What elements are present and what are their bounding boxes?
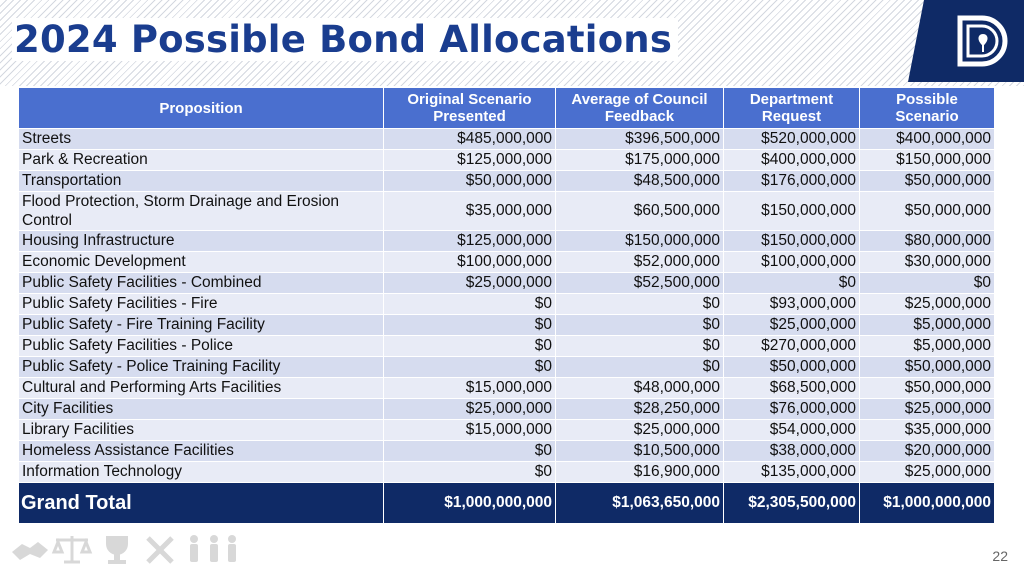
cell-council-feedback: $28,250,000 [556, 399, 724, 420]
cell-department-request: $150,000,000 [724, 231, 860, 252]
cell-proposition-name: Homeless Assistance Facilities [19, 441, 384, 462]
cell-council-feedback: $150,000,000 [556, 231, 724, 252]
cell-department-request: $135,000,000 [724, 462, 860, 483]
cell-proposition-name: Public Safety - Fire Training Facility [19, 315, 384, 336]
table-row [19, 273, 995, 294]
cell-department-request: $54,000,000 [724, 420, 860, 441]
grand-total-label: Grand Total [19, 483, 384, 524]
cell-proposition-name: Public Safety Facilities - Combined [19, 273, 384, 294]
cell-council-feedback: $60,500,000 [556, 192, 724, 231]
table-row [19, 252, 995, 273]
cell-proposition-name: Public Safety - Police Training Facility [19, 357, 384, 378]
cell-department-request: $400,000,000 [724, 150, 860, 171]
total-original-scenario: $1,000,000,000 [384, 483, 556, 524]
cell-possible-scenario: $50,000,000 [860, 171, 995, 192]
city-logo [924, 0, 1024, 82]
total-possible-scenario: $1,000,000,000 [860, 483, 995, 524]
cell-council-feedback: $175,000,000 [556, 150, 724, 171]
cell-council-feedback: $25,000,000 [556, 420, 724, 441]
cell-possible-scenario: $20,000,000 [860, 441, 995, 462]
table-row [19, 129, 995, 150]
column-header-department-request: Department Request [724, 88, 860, 129]
total-department-request: $2,305,500,000 [724, 483, 860, 524]
table-row [19, 150, 995, 171]
total-council-feedback: $1,063,650,000 [556, 483, 724, 524]
scales-icon [54, 536, 90, 562]
cell-proposition-name: Transportation [19, 171, 384, 192]
grand-total-row [19, 483, 995, 524]
cell-possible-scenario: $35,000,000 [860, 420, 995, 441]
cell-department-request: $270,000,000 [724, 336, 860, 357]
cell-council-feedback: $52,500,000 [556, 273, 724, 294]
cell-department-request: $520,000,000 [724, 129, 860, 150]
cell-proposition-name: Streets [19, 129, 384, 150]
cell-possible-scenario: $0 [860, 273, 995, 294]
cell-original-scenario: $100,000,000 [384, 252, 556, 273]
cell-possible-scenario: $25,000,000 [860, 462, 995, 483]
table-row [19, 357, 995, 378]
cell-original-scenario: $0 [384, 462, 556, 483]
cell-council-feedback: $396,500,000 [556, 129, 724, 150]
cell-department-request: $38,000,000 [724, 441, 860, 462]
cell-department-request: $93,000,000 [724, 294, 860, 315]
cell-council-feedback: $0 [556, 294, 724, 315]
cell-possible-scenario: $25,000,000 [860, 399, 995, 420]
cell-possible-scenario: $30,000,000 [860, 252, 995, 273]
cell-council-feedback: $48,000,000 [556, 378, 724, 399]
cell-possible-scenario: $5,000,000 [860, 315, 995, 336]
cell-proposition-name: Public Safety Facilities - Police [19, 336, 384, 357]
page-number: 22 [992, 548, 1008, 564]
cell-original-scenario: $0 [384, 441, 556, 462]
cell-original-scenario: $485,000,000 [384, 129, 556, 150]
cell-proposition-name: Cultural and Performing Arts Facilities [19, 378, 384, 399]
cell-original-scenario: $25,000,000 [384, 399, 556, 420]
cell-council-feedback: $10,500,000 [556, 441, 724, 462]
cell-council-feedback: $0 [556, 357, 724, 378]
cell-possible-scenario: $50,000,000 [860, 378, 995, 399]
table-header-row [19, 88, 995, 129]
cell-possible-scenario: $80,000,000 [860, 231, 995, 252]
column-header-original-scenario: Original Scenario Presented [384, 88, 556, 129]
cell-proposition-name: Housing Infrastructure [19, 231, 384, 252]
cell-original-scenario: $15,000,000 [384, 378, 556, 399]
cell-department-request: $68,500,000 [724, 378, 860, 399]
table-row [19, 231, 995, 252]
cell-proposition-name: Library Facilities [19, 420, 384, 441]
handshake-icon [12, 542, 48, 560]
cell-original-scenario: $0 [384, 315, 556, 336]
table-row [19, 336, 995, 357]
cell-original-scenario: $0 [384, 357, 556, 378]
cell-council-feedback: $48,500,000 [556, 171, 724, 192]
trophy-icon [106, 536, 128, 564]
cell-original-scenario: $25,000,000 [384, 273, 556, 294]
cell-original-scenario: $0 [384, 294, 556, 315]
cell-department-request: $76,000,000 [724, 399, 860, 420]
cell-council-feedback: $52,000,000 [556, 252, 724, 273]
cell-department-request: $50,000,000 [724, 357, 860, 378]
city-logo-icon [954, 12, 1012, 70]
cell-department-request: $0 [724, 273, 860, 294]
cell-original-scenario: $35,000,000 [384, 192, 556, 231]
page-title: 2024 Possible Bond Allocations [12, 18, 678, 61]
cell-council-feedback: $16,900,000 [556, 462, 724, 483]
cell-department-request: $150,000,000 [724, 192, 860, 231]
people-icon [190, 535, 236, 562]
footer-icon-strip [10, 530, 240, 566]
table-row [19, 462, 995, 483]
cell-possible-scenario: $50,000,000 [860, 192, 995, 231]
cell-proposition-name: City Facilities [19, 399, 384, 420]
cell-original-scenario: $125,000,000 [384, 150, 556, 171]
cell-original-scenario: $50,000,000 [384, 171, 556, 192]
table-row [19, 192, 995, 231]
cell-proposition-name: Flood Protection, Storm Drainage and Erosion Control [19, 192, 384, 231]
cell-possible-scenario: $400,000,000 [860, 129, 995, 150]
cell-possible-scenario: $5,000,000 [860, 336, 995, 357]
cell-council-feedback: $0 [556, 336, 724, 357]
cell-proposition-name: Information Technology [19, 462, 384, 483]
cell-possible-scenario: $25,000,000 [860, 294, 995, 315]
table-row [19, 420, 995, 441]
cell-original-scenario: $125,000,000 [384, 231, 556, 252]
bond-allocations-table [18, 87, 995, 524]
cell-proposition-name: Economic Development [19, 252, 384, 273]
cell-council-feedback: $0 [556, 315, 724, 336]
table-row [19, 378, 995, 399]
table-row [19, 171, 995, 192]
column-header-possible-scenario: Possible Scenario [860, 88, 995, 129]
column-header-council-feedback: Average of Council Feedback [556, 88, 724, 129]
cell-department-request: $100,000,000 [724, 252, 860, 273]
star-x-icon [148, 538, 172, 562]
cell-proposition-name: Public Safety Facilities - Fire [19, 294, 384, 315]
table-row [19, 315, 995, 336]
cell-department-request: $25,000,000 [724, 315, 860, 336]
table-row [19, 294, 995, 315]
column-header-proposition: Proposition [19, 88, 384, 129]
cell-proposition-name: Park & Recreation [19, 150, 384, 171]
cell-possible-scenario: $150,000,000 [860, 150, 995, 171]
cell-possible-scenario: $50,000,000 [860, 357, 995, 378]
cell-department-request: $176,000,000 [724, 171, 860, 192]
cell-original-scenario: $15,000,000 [384, 420, 556, 441]
table-row [19, 399, 995, 420]
cell-original-scenario: $0 [384, 336, 556, 357]
table-row [19, 441, 995, 462]
